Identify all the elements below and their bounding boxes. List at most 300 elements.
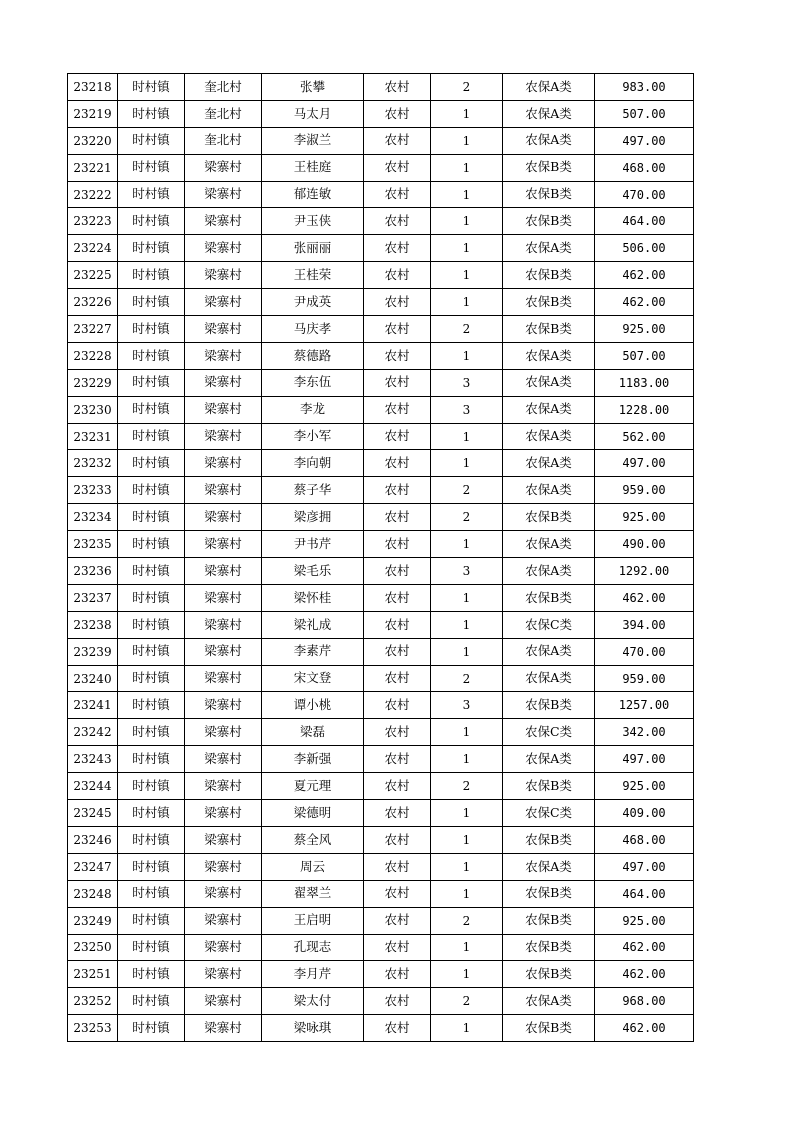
area-type-cell: 农村: [364, 961, 431, 988]
village-cell: 梁寨村: [185, 369, 262, 396]
amount-cell: 497.00: [595, 127, 694, 154]
village-cell: 梁寨村: [185, 665, 262, 692]
record-id-cell: 23221: [68, 154, 118, 181]
area-type-cell: 农村: [364, 853, 431, 880]
table-row: [68, 746, 694, 773]
person-name-cell: 尹成英: [262, 289, 364, 316]
record-id-cell: 23238: [68, 611, 118, 638]
area-type-cell: 农村: [364, 611, 431, 638]
amount-cell: 342.00: [595, 719, 694, 746]
person-name-cell: 蔡全风: [262, 826, 364, 853]
household-count-cell: 1: [431, 934, 503, 961]
person-name-cell: 夏元理: [262, 773, 364, 800]
village-cell: 梁寨村: [185, 289, 262, 316]
person-name-cell: 梁礼成: [262, 611, 364, 638]
amount-cell: 506.00: [595, 235, 694, 262]
record-id-cell: 23232: [68, 450, 118, 477]
area-type-cell: 农村: [364, 719, 431, 746]
table-row: [68, 235, 694, 262]
person-name-cell: 王启明: [262, 907, 364, 934]
record-id-cell: 23250: [68, 934, 118, 961]
village-cell: 梁寨村: [185, 181, 262, 208]
area-type-cell: 农村: [364, 692, 431, 719]
household-count-cell: 1: [431, 1015, 503, 1042]
area-type-cell: 农村: [364, 826, 431, 853]
town-cell: 时村镇: [118, 181, 185, 208]
person-name-cell: 李龙: [262, 396, 364, 423]
table-row: [68, 800, 694, 827]
town-cell: 时村镇: [118, 289, 185, 316]
table-row: [68, 961, 694, 988]
amount-cell: 497.00: [595, 746, 694, 773]
roster-body: [68, 74, 694, 1042]
insurance-category-cell: 农保A类: [503, 665, 595, 692]
table-row: [68, 127, 694, 154]
household-count-cell: 1: [431, 235, 503, 262]
amount-cell: 1292.00: [595, 558, 694, 585]
household-count-cell: 1: [431, 450, 503, 477]
person-name-cell: 李新强: [262, 746, 364, 773]
person-name-cell: 梁彦拥: [262, 504, 364, 531]
insurance-category-cell: 农保A类: [503, 988, 595, 1015]
table-row: [68, 316, 694, 343]
town-cell: 时村镇: [118, 826, 185, 853]
amount-cell: 409.00: [595, 800, 694, 827]
town-cell: 时村镇: [118, 800, 185, 827]
village-cell: 梁寨村: [185, 880, 262, 907]
village-cell: 梁寨村: [185, 638, 262, 665]
table-row: [68, 1015, 694, 1042]
area-type-cell: 农村: [364, 100, 431, 127]
town-cell: 时村镇: [118, 504, 185, 531]
area-type-cell: 农村: [364, 584, 431, 611]
village-cell: 梁寨村: [185, 558, 262, 585]
insurance-category-cell: 农保A类: [503, 477, 595, 504]
amount-cell: 497.00: [595, 853, 694, 880]
household-count-cell: 1: [431, 127, 503, 154]
area-type-cell: 农村: [364, 450, 431, 477]
amount-cell: 959.00: [595, 665, 694, 692]
amount-cell: 462.00: [595, 961, 694, 988]
insurance-category-cell: 农保A类: [503, 558, 595, 585]
village-cell: 梁寨村: [185, 961, 262, 988]
town-cell: 时村镇: [118, 934, 185, 961]
record-id-cell: 23230: [68, 396, 118, 423]
town-cell: 时村镇: [118, 396, 185, 423]
town-cell: 时村镇: [118, 423, 185, 450]
town-cell: 时村镇: [118, 692, 185, 719]
household-count-cell: 3: [431, 396, 503, 423]
person-name-cell: 孔现志: [262, 934, 364, 961]
area-type-cell: 农村: [364, 665, 431, 692]
village-cell: 梁寨村: [185, 692, 262, 719]
household-count-cell: 2: [431, 665, 503, 692]
table-row: [68, 934, 694, 961]
person-name-cell: 郁连敏: [262, 181, 364, 208]
insurance-category-cell: 农保A类: [503, 853, 595, 880]
amount-cell: 959.00: [595, 477, 694, 504]
village-cell: 奎北村: [185, 100, 262, 127]
household-count-cell: 1: [431, 638, 503, 665]
insurance-category-cell: 农保B类: [503, 692, 595, 719]
person-name-cell: 谭小桃: [262, 692, 364, 719]
village-cell: 梁寨村: [185, 208, 262, 235]
town-cell: 时村镇: [118, 611, 185, 638]
table-row: [68, 369, 694, 396]
record-id-cell: 23246: [68, 826, 118, 853]
amount-cell: 470.00: [595, 181, 694, 208]
area-type-cell: 农村: [364, 880, 431, 907]
insurance-category-cell: 农保C类: [503, 611, 595, 638]
insurance-category-cell: 农保B类: [503, 289, 595, 316]
village-cell: 梁寨村: [185, 235, 262, 262]
area-type-cell: 农村: [364, 746, 431, 773]
insurance-category-cell: 农保A类: [503, 369, 595, 396]
amount-cell: 394.00: [595, 611, 694, 638]
table-row: [68, 773, 694, 800]
insurance-category-cell: 农保B类: [503, 584, 595, 611]
household-count-cell: 2: [431, 74, 503, 101]
table-row: [68, 423, 694, 450]
village-cell: 梁寨村: [185, 316, 262, 343]
area-type-cell: 农村: [364, 907, 431, 934]
amount-cell: 983.00: [595, 74, 694, 101]
household-count-cell: 1: [431, 800, 503, 827]
record-id-cell: 23225: [68, 262, 118, 289]
area-type-cell: 农村: [364, 638, 431, 665]
person-name-cell: 宋文登: [262, 665, 364, 692]
village-cell: 梁寨村: [185, 773, 262, 800]
area-type-cell: 农村: [364, 558, 431, 585]
area-type-cell: 农村: [364, 988, 431, 1015]
insurance-category-cell: 农保C类: [503, 719, 595, 746]
town-cell: 时村镇: [118, 638, 185, 665]
amount-cell: 470.00: [595, 638, 694, 665]
town-cell: 时村镇: [118, 907, 185, 934]
table-row: [68, 477, 694, 504]
table-row: [68, 558, 694, 585]
village-cell: 梁寨村: [185, 746, 262, 773]
amount-cell: 925.00: [595, 907, 694, 934]
town-cell: 时村镇: [118, 988, 185, 1015]
village-cell: 梁寨村: [185, 154, 262, 181]
town-cell: 时村镇: [118, 316, 185, 343]
amount-cell: 925.00: [595, 504, 694, 531]
table-row: [68, 665, 694, 692]
amount-cell: 462.00: [595, 934, 694, 961]
amount-cell: 468.00: [595, 826, 694, 853]
insurance-category-cell: 农保B类: [503, 907, 595, 934]
amount-cell: 464.00: [595, 208, 694, 235]
person-name-cell: 张攀: [262, 74, 364, 101]
record-id-cell: 23233: [68, 477, 118, 504]
insurance-category-cell: 农保C类: [503, 800, 595, 827]
roster-table: [67, 73, 694, 1042]
household-count-cell: 1: [431, 208, 503, 235]
table-row: [68, 74, 694, 101]
household-count-cell: 2: [431, 773, 503, 800]
table-row: [68, 719, 694, 746]
village-cell: 梁寨村: [185, 504, 262, 531]
household-count-cell: 1: [431, 826, 503, 853]
table-row: [68, 208, 694, 235]
record-id-cell: 23231: [68, 423, 118, 450]
record-id-cell: 23226: [68, 289, 118, 316]
amount-cell: 462.00: [595, 262, 694, 289]
person-name-cell: 李淑兰: [262, 127, 364, 154]
record-id-cell: 23223: [68, 208, 118, 235]
area-type-cell: 农村: [364, 154, 431, 181]
record-id-cell: 23224: [68, 235, 118, 262]
record-id-cell: 23243: [68, 746, 118, 773]
record-id-cell: 23251: [68, 961, 118, 988]
amount-cell: 507.00: [595, 100, 694, 127]
insurance-category-cell: 农保A类: [503, 100, 595, 127]
table-row: [68, 907, 694, 934]
village-cell: 梁寨村: [185, 988, 262, 1015]
household-count-cell: 3: [431, 692, 503, 719]
household-count-cell: 1: [431, 342, 503, 369]
insurance-category-cell: 农保B类: [503, 1015, 595, 1042]
person-name-cell: 王桂荣: [262, 262, 364, 289]
amount-cell: 1183.00: [595, 369, 694, 396]
insurance-category-cell: 农保A类: [503, 396, 595, 423]
insurance-category-cell: 农保B类: [503, 826, 595, 853]
household-count-cell: 1: [431, 100, 503, 127]
insurance-category-cell: 农保B类: [503, 316, 595, 343]
table-row: [68, 342, 694, 369]
person-name-cell: 梁德明: [262, 800, 364, 827]
insurance-category-cell: 农保B类: [503, 934, 595, 961]
household-count-cell: 2: [431, 988, 503, 1015]
village-cell: 梁寨村: [185, 423, 262, 450]
table-row: [68, 853, 694, 880]
town-cell: 时村镇: [118, 74, 185, 101]
town-cell: 时村镇: [118, 235, 185, 262]
person-name-cell: 尹玉侠: [262, 208, 364, 235]
household-count-cell: 1: [431, 181, 503, 208]
record-id-cell: 23248: [68, 880, 118, 907]
village-cell: 梁寨村: [185, 611, 262, 638]
town-cell: 时村镇: [118, 558, 185, 585]
amount-cell: 468.00: [595, 154, 694, 181]
amount-cell: 968.00: [595, 988, 694, 1015]
town-cell: 时村镇: [118, 584, 185, 611]
village-cell: 梁寨村: [185, 262, 262, 289]
area-type-cell: 农村: [364, 800, 431, 827]
household-count-cell: 3: [431, 369, 503, 396]
household-count-cell: 2: [431, 477, 503, 504]
record-id-cell: 23252: [68, 988, 118, 1015]
village-cell: 奎北村: [185, 74, 262, 101]
person-name-cell: 周云: [262, 853, 364, 880]
insurance-category-cell: 农保A类: [503, 127, 595, 154]
area-type-cell: 农村: [364, 773, 431, 800]
record-id-cell: 23241: [68, 692, 118, 719]
record-id-cell: 23235: [68, 531, 118, 558]
area-type-cell: 农村: [364, 235, 431, 262]
table-row: [68, 531, 694, 558]
village-cell: 梁寨村: [185, 584, 262, 611]
amount-cell: 462.00: [595, 1015, 694, 1042]
insurance-category-cell: 农保A类: [503, 74, 595, 101]
amount-cell: 462.00: [595, 289, 694, 316]
record-id-cell: 23218: [68, 74, 118, 101]
town-cell: 时村镇: [118, 961, 185, 988]
table-row: [68, 988, 694, 1015]
insurance-category-cell: 农保B类: [503, 208, 595, 235]
area-type-cell: 农村: [364, 262, 431, 289]
amount-cell: 925.00: [595, 316, 694, 343]
table-row: [68, 100, 694, 127]
village-cell: 梁寨村: [185, 342, 262, 369]
village-cell: 梁寨村: [185, 853, 262, 880]
person-name-cell: 李向朝: [262, 450, 364, 477]
insurance-category-cell: 农保B类: [503, 181, 595, 208]
record-id-cell: 23220: [68, 127, 118, 154]
town-cell: 时村镇: [118, 154, 185, 181]
person-name-cell: 蔡德路: [262, 342, 364, 369]
household-count-cell: 2: [431, 907, 503, 934]
household-count-cell: 1: [431, 531, 503, 558]
amount-cell: 507.00: [595, 342, 694, 369]
area-type-cell: 农村: [364, 423, 431, 450]
area-type-cell: 农村: [364, 127, 431, 154]
table-row: [68, 584, 694, 611]
record-id-cell: 23237: [68, 584, 118, 611]
insurance-category-cell: 农保A类: [503, 746, 595, 773]
record-id-cell: 23249: [68, 907, 118, 934]
record-id-cell: 23227: [68, 316, 118, 343]
person-name-cell: 蔡子华: [262, 477, 364, 504]
record-id-cell: 23236: [68, 558, 118, 585]
area-type-cell: 农村: [364, 342, 431, 369]
record-id-cell: 23242: [68, 719, 118, 746]
area-type-cell: 农村: [364, 208, 431, 235]
insurance-category-cell: 农保A类: [503, 235, 595, 262]
insurance-category-cell: 农保B类: [503, 961, 595, 988]
town-cell: 时村镇: [118, 208, 185, 235]
table-row: [68, 396, 694, 423]
area-type-cell: 农村: [364, 396, 431, 423]
insurance-category-cell: 农保B类: [503, 880, 595, 907]
amount-cell: 1228.00: [595, 396, 694, 423]
town-cell: 时村镇: [118, 1015, 185, 1042]
town-cell: 时村镇: [118, 880, 185, 907]
household-count-cell: 1: [431, 719, 503, 746]
record-id-cell: 23247: [68, 853, 118, 880]
village-cell: 梁寨村: [185, 450, 262, 477]
record-id-cell: 23245: [68, 800, 118, 827]
town-cell: 时村镇: [118, 719, 185, 746]
insurance-category-cell: 农保A类: [503, 450, 595, 477]
village-cell: 梁寨村: [185, 907, 262, 934]
person-name-cell: 李小军: [262, 423, 364, 450]
amount-cell: 462.00: [595, 584, 694, 611]
person-name-cell: 马庆孝: [262, 316, 364, 343]
area-type-cell: 农村: [364, 531, 431, 558]
table-row: [68, 154, 694, 181]
record-id-cell: 23234: [68, 504, 118, 531]
household-count-cell: 2: [431, 504, 503, 531]
household-count-cell: 2: [431, 316, 503, 343]
table-row: [68, 692, 694, 719]
table-row: [68, 826, 694, 853]
person-name-cell: 尹书芹: [262, 531, 364, 558]
amount-cell: 1257.00: [595, 692, 694, 719]
area-type-cell: 农村: [364, 477, 431, 504]
record-id-cell: 23244: [68, 773, 118, 800]
town-cell: 时村镇: [118, 369, 185, 396]
household-count-cell: 1: [431, 611, 503, 638]
insurance-category-cell: 农保B类: [503, 262, 595, 289]
insurance-category-cell: 农保B类: [503, 504, 595, 531]
insurance-category-cell: 农保A类: [503, 423, 595, 450]
record-id-cell: 23219: [68, 100, 118, 127]
table-row: [68, 638, 694, 665]
village-cell: 梁寨村: [185, 531, 262, 558]
area-type-cell: 农村: [364, 1015, 431, 1042]
record-id-cell: 23240: [68, 665, 118, 692]
village-cell: 梁寨村: [185, 800, 262, 827]
village-cell: 梁寨村: [185, 1015, 262, 1042]
person-name-cell: 梁咏琪: [262, 1015, 364, 1042]
household-count-cell: 1: [431, 289, 503, 316]
table-row: [68, 611, 694, 638]
table-row: [68, 880, 694, 907]
person-name-cell: 梁太付: [262, 988, 364, 1015]
person-name-cell: 王桂庭: [262, 154, 364, 181]
town-cell: 时村镇: [118, 127, 185, 154]
area-type-cell: 农村: [364, 74, 431, 101]
insurance-category-cell: 农保B类: [503, 773, 595, 800]
village-cell: 奎北村: [185, 127, 262, 154]
table-row: [68, 181, 694, 208]
amount-cell: 562.00: [595, 423, 694, 450]
household-count-cell: 1: [431, 746, 503, 773]
insurance-category-cell: 农保A类: [503, 342, 595, 369]
amount-cell: 464.00: [595, 880, 694, 907]
record-id-cell: 23253: [68, 1015, 118, 1042]
household-count-cell: 1: [431, 584, 503, 611]
village-cell: 梁寨村: [185, 934, 262, 961]
amount-cell: 497.00: [595, 450, 694, 477]
town-cell: 时村镇: [118, 853, 185, 880]
person-name-cell: 梁磊: [262, 719, 364, 746]
village-cell: 梁寨村: [185, 396, 262, 423]
town-cell: 时村镇: [118, 477, 185, 504]
household-count-cell: 1: [431, 880, 503, 907]
table-row: [68, 504, 694, 531]
insurance-category-cell: 农保B类: [503, 154, 595, 181]
area-type-cell: 农村: [364, 369, 431, 396]
town-cell: 时村镇: [118, 531, 185, 558]
record-id-cell: 23239: [68, 638, 118, 665]
person-name-cell: 张丽丽: [262, 235, 364, 262]
household-count-cell: 1: [431, 961, 503, 988]
household-count-cell: 1: [431, 423, 503, 450]
town-cell: 时村镇: [118, 773, 185, 800]
household-count-cell: 1: [431, 853, 503, 880]
person-name-cell: 李素芹: [262, 638, 364, 665]
amount-cell: 925.00: [595, 773, 694, 800]
table-row: [68, 289, 694, 316]
amount-cell: 490.00: [595, 531, 694, 558]
area-type-cell: 农村: [364, 504, 431, 531]
person-name-cell: 李东伍: [262, 369, 364, 396]
town-cell: 时村镇: [118, 342, 185, 369]
record-id-cell: 23229: [68, 369, 118, 396]
